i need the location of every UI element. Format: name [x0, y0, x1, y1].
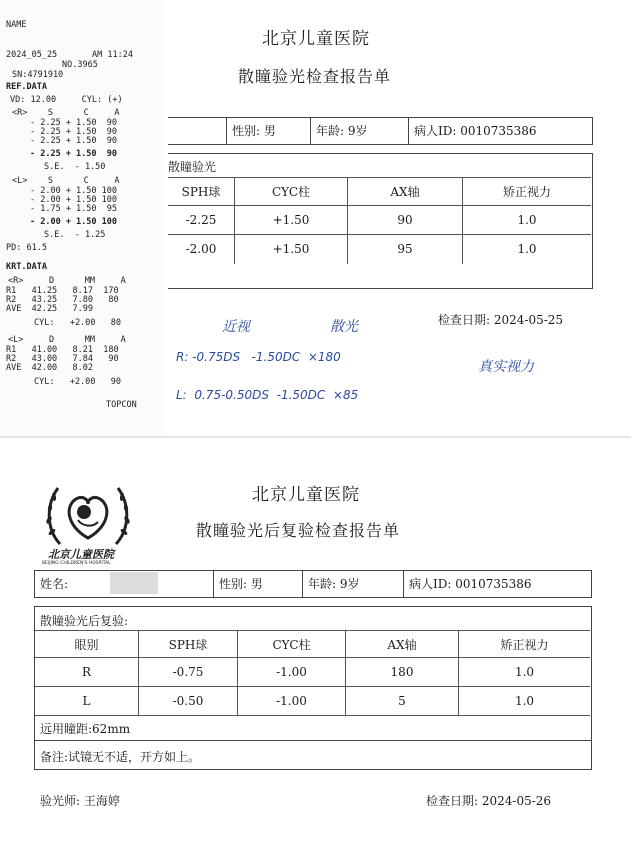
- logo-text: 北京儿童医院: [48, 548, 114, 561]
- report1-header-va: 矫正视力: [463, 178, 592, 206]
- handwriting-astig-label: 散光: [330, 319, 358, 335]
- report2-cell: -0.75: [139, 658, 238, 687]
- report2-cell: L: [35, 687, 139, 716]
- report1-cell: 95: [348, 235, 463, 264]
- report2-header-ax: AX轴: [346, 631, 459, 658]
- hospital-logo: [38, 474, 138, 570]
- report2-name-label: 姓名:: [40, 577, 69, 591]
- report2-gender: 性别: 男: [219, 577, 263, 591]
- report2-cell: R: [35, 658, 139, 687]
- printout-kr-r-row: R2 43.25 7.80 80: [6, 295, 119, 305]
- report1-cell: -2.25: [168, 206, 235, 235]
- report2-cell: 1.0: [459, 687, 591, 716]
- printout-kr-l-row: R2 43.00 7.84 90: [6, 354, 119, 364]
- printout-right-row: - 2.25 + 1.50 90: [30, 136, 117, 146]
- printout-kr-l-row: AVE 42.00 8.02: [6, 363, 93, 373]
- report1-cell: 90: [348, 206, 463, 235]
- printout-time: AM 11:24: [92, 50, 133, 60]
- report1-cell: -2.00: [168, 235, 235, 264]
- printout-left-header: <L> S C A: [12, 176, 120, 186]
- report1-cell: 1.0: [463, 235, 592, 264]
- printout-kr-l-cyl: CYL: +2.00 90: [34, 377, 121, 387]
- handwriting-left-rx: L: 0.75-0.50DS -1.50DC ×85: [176, 388, 359, 402]
- report2-note: 备注:试镜无不适，开方如上。: [40, 750, 201, 764]
- handwriting-myopia-label: 近视: [222, 319, 250, 335]
- report2-cell: -0.50: [139, 687, 238, 716]
- name-redaction: [110, 572, 158, 594]
- printout-left-row: - 1.75 + 1.50 95: [30, 204, 117, 214]
- printout-right-header: <R> S C A: [12, 108, 120, 118]
- report2-cell: 180: [346, 658, 459, 687]
- printout-kr-r-row: AVE 42.25 7.99: [6, 304, 93, 314]
- printout-ref-label: REF.DATA: [6, 82, 47, 92]
- handwriting-right-rx: R: -0.75DS -1.50DC ×180: [176, 350, 341, 364]
- printout-left-se: S.E. - 1.25: [44, 230, 106, 240]
- logo-subtext: BEIJING CHILDREN'S HOSPITAL: [42, 561, 111, 566]
- report2-header-sph: SPH球: [139, 631, 238, 658]
- report2-patient-id: 病人ID: 0010735386: [409, 577, 532, 591]
- report1-header-cyl: CYC柱: [235, 178, 348, 206]
- printout-right-se: S.E. - 1.50: [44, 162, 106, 172]
- report1-gender: 性别: 男: [232, 124, 276, 138]
- report2-age: 年龄: 9岁: [308, 577, 360, 591]
- printout-right-avg: - 2.25 + 1.50 90: [30, 149, 117, 159]
- report1-patient-id: 病人ID: 0010735386: [414, 124, 537, 138]
- report2-header-eye: 眼别: [35, 631, 139, 658]
- printout-name-label: NAME: [6, 20, 27, 30]
- report1-cell: +1.50: [235, 235, 348, 264]
- printout-right-row: - 2.25 + 1.50 90: [30, 127, 117, 137]
- printout-brand: TOPCON: [106, 400, 137, 410]
- report2-header-va: 矫正视力: [459, 631, 591, 658]
- report2-exam-date: 检查日期: 2024-05-26: [426, 794, 552, 808]
- printout-right-row: - 2.25 + 1.50 90: [30, 118, 117, 128]
- printout-date: 2024_05_25: [6, 50, 58, 60]
- report2-cell: -1.00: [238, 687, 346, 716]
- printout-left-avg: - 2.00 + 1.50 100: [30, 217, 117, 227]
- report1-header-ax: AX轴: [348, 178, 463, 206]
- report2-cell: 5: [346, 687, 459, 716]
- printout-kr-l-row: R1 41.00 8.21 180: [6, 345, 119, 355]
- report1-header-sph: SPH球: [168, 178, 235, 206]
- printout-left-row: - 2.00 + 1.50 100: [30, 186, 117, 196]
- report2-header-cyl: CYC柱: [238, 631, 346, 658]
- report1-table: [168, 177, 591, 264]
- printout-kr-r-cyl: CYL: +2.00 80: [34, 318, 121, 328]
- report1-hospital: 北京儿童医院: [262, 29, 370, 49]
- report2-title: 散瞳验光后复验检查报告单: [196, 521, 401, 540]
- printout-kr-r-row: R1 41.25 8.17 170: [6, 286, 119, 296]
- report2-cell: 1.0: [459, 658, 591, 687]
- autorefractor-printout: [0, 0, 165, 436]
- report2-pd: 远用瞳距:62mm: [40, 722, 131, 736]
- printout-krt-label: KRT.DATA: [6, 262, 47, 272]
- printout-kr-r-header: <R> D MM A: [8, 276, 126, 286]
- page-divider: [0, 436, 631, 438]
- handwriting-true-va: 真实视力: [478, 359, 534, 375]
- report1-cell: +1.50: [235, 206, 348, 235]
- report2-table: [35, 630, 590, 716]
- printout-serial: SN:4791910: [12, 70, 64, 80]
- printout-record-no: NO.3965: [62, 60, 98, 70]
- report1-age: 年龄: 9岁: [316, 124, 368, 138]
- report1-section: 散瞳验光: [168, 160, 217, 174]
- report2-optometrist: 验光师: 王海婷: [40, 794, 120, 808]
- printout-pd: PD: 61.5: [6, 243, 47, 253]
- report2-hospital: 北京儿童医院: [252, 485, 360, 505]
- printout-left-row: - 2.00 + 1.50 100: [30, 195, 117, 205]
- report1-title: 散瞳验光检查报告单: [238, 67, 392, 86]
- report2-section: 散瞳验光后复验:: [40, 614, 129, 628]
- report1-cell: 1.0: [463, 206, 592, 235]
- report1-exam-date: 检查日期: 2024-05-25: [438, 313, 564, 327]
- printout-vd-line: VD: 12.00 CYL: (+): [10, 95, 123, 105]
- report2-cell: -1.00: [238, 658, 346, 687]
- printout-kr-l-header: <L> D MM A: [8, 335, 126, 345]
